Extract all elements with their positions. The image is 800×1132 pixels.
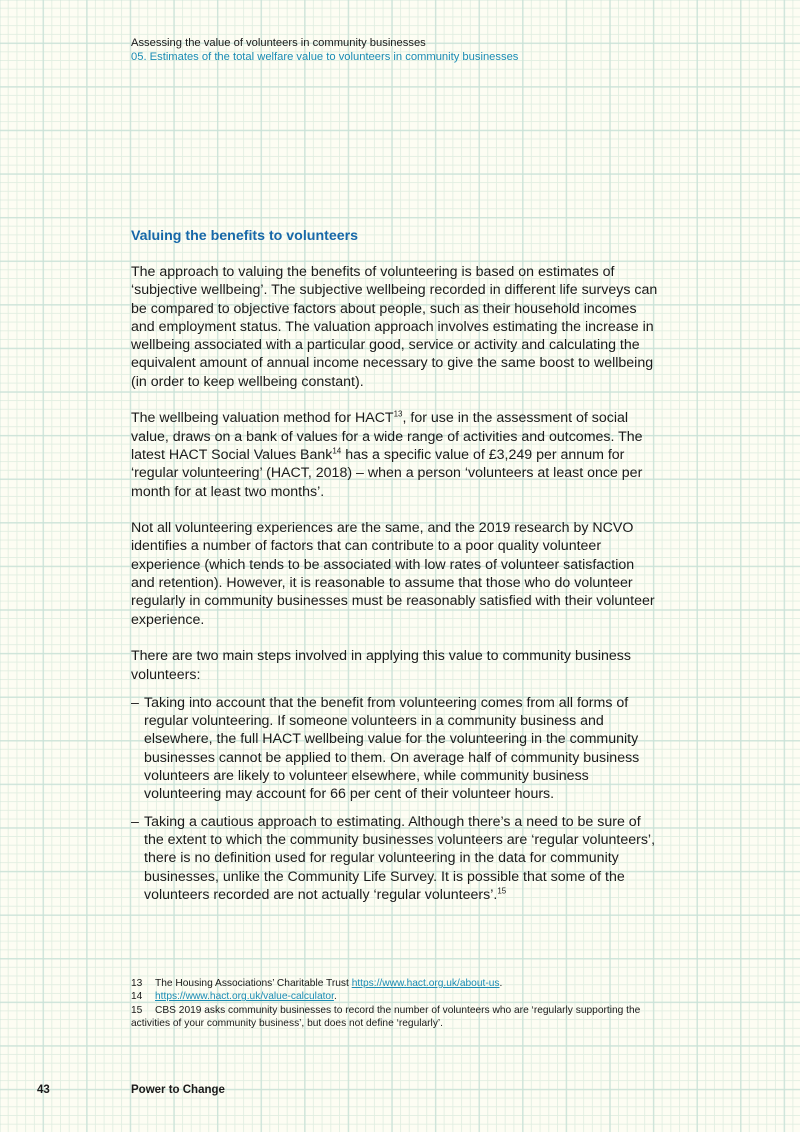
footnote-number: 14: [131, 991, 143, 1003]
section-heading: Valuing the benefits to volunteers: [131, 228, 359, 244]
paragraph-text: has a specific value of £3,249 per annum for ‘regular volunteering’ (HACT, 2018) – when a person ‘volunteers at least once per month for at least two months’.: [131, 446, 643, 500]
footnote-ref-13[interactable]: 13: [393, 409, 403, 419]
dash-bullet-icon: –: [131, 694, 139, 711]
footnote-number: 15: [131, 1004, 143, 1016]
footnote-punct: .: [499, 978, 503, 989]
footnote-15: [131, 1004, 661, 1031]
document-title: Assessing the value of volunteers in community businesses: [131, 37, 426, 49]
paragraph-two-steps-intro: There are two main steps involved in applying this value to community business volunteers:: [131, 648, 631, 683]
footnote-ref-15[interactable]: 15: [497, 886, 507, 896]
paragraph-subjective-wellbeing: The approach to valuing the benefits of volunteering is based on estimates of ‘subjective wellbeing’. The subjective wellbeing recorded in different life surveys can be compared to objective factors about people, such as their household incomes and employment status. The valuation approach involves estimating the increase in wellbeing associated with a particular good, service or activity and calculating the equivalent amount of annual income necessary to give the same boost to wellbeing (in order to keep wellbeing constant).: [131, 264, 658, 390]
footnote-number: 13: [131, 978, 143, 989]
footnote-text: CBS 2019 asks community businesses to record the number of volunteers who are ‘regularly supporting the activities of your community business’, but does not define ‘regularly’.: [131, 1004, 641, 1029]
publisher-name: Power to Change: [131, 1084, 225, 1096]
footnotes: [131, 977, 661, 1030]
paragraph-text: The wellbeing valuation method for HACT: [131, 410, 394, 427]
hact-value-calculator-link[interactable]: https://www.hact.org.uk/value-calculator: [155, 991, 334, 1003]
step-text: Taking into account that the benefit from volunteering comes from all forms of regular volunteering. If someone volunteers in a community business and elsewhere, the full HACT wellbeing value for the volunteering in the community businesses cannot be applied to them. On average half of community business volunteers are likely to volunteer elsewhere, while community business volunteering may account for 66 per cent of their volunteer hours.: [144, 694, 640, 803]
footnote-text: The Housing Associations’ Charitable Trust: [155, 978, 352, 989]
paragraph-hact-method: [131, 409, 661, 500]
page-number: 43: [37, 1084, 50, 1096]
paragraph-ncvo-research: Not all volunteering experiences are the same, and the 2019 research by NCVO identifies a number of factors that can contribute to a poor quality volunteer experience (which tends to be associated with low rates of volunteer satisfaction and retention). However, it is reasonable to assume that those who do volunteer regularly in community businesses must be reasonably satisfied with their volunteer experience.: [131, 520, 655, 628]
footnote-punct: .: [333, 991, 337, 1003]
paragraph-text: , for use in the assessment of social value, draws on a bank of values for a wide range of activities and outcomes. The latest HACT Social Values Bank: [131, 410, 643, 463]
section-title: 05. Estimates of the total welfare value to volunteers in community businesses: [131, 51, 519, 63]
steps-list: [131, 694, 661, 904]
running-header: [131, 36, 518, 64]
list-item: [131, 813, 661, 904]
footnote-14: [131, 990, 661, 1003]
main-content: [131, 227, 661, 913]
hact-about-link[interactable]: https://www.hact.org.uk/about-us: [351, 978, 500, 989]
list-item: [131, 694, 661, 804]
footnote-13: [131, 977, 661, 990]
step-text: Taking a cautious approach to estimating. Although there’s a need to be sure of the extent to which the community businesses volunteers are ‘regular volunteers’, there is no definition used for regular volunteering in the data for community businesses, unlike the Community Life Survey. It is possible that some of the volunteers recorded are not actually ‘regular volunteers’.: [144, 813, 656, 903]
footnote-ref-14[interactable]: 14: [332, 446, 342, 456]
dash-bullet-icon: –: [131, 813, 139, 830]
